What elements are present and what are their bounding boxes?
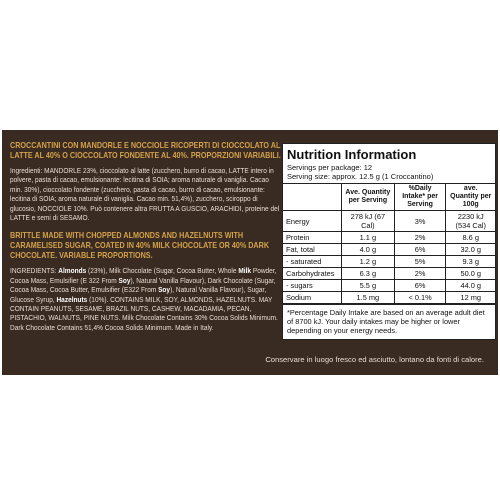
per-100g-value: 8.6 g bbox=[446, 232, 495, 244]
allergen-almonds: Almonds bbox=[58, 266, 87, 276]
nutrition-table bbox=[283, 183, 495, 303]
allergen-soy-2: Soy bbox=[158, 285, 171, 295]
italian-title: CROCCANTINI CON MANDORLE E NOCCIOLE RICOPERTI DI CIOCCOLATO AL LATTE AL 40% O CIOCCOLATO FONDENTE AL 40%. PROPORZIONI VARIABILI. bbox=[10, 140, 281, 160]
ingredients-text-5: (10%). CONTAINS MILK, SOY, ALMONDS, HAZELNUTS. MAY CONTAIN PEANUTS, SESAME, BRAZIL NUTS, CASHEW, MACADAMIA, PECAN, PISTACHIO, WALNUTS, PINE NUTS. Milk Chocolate Contains 30% Cocoa Solids Minimum. Dark Chocolate Contains 51,4% Cocoa Solids Minimum. Made in Italy. bbox=[10, 294, 278, 332]
per-serving-value: 1.5 mg bbox=[342, 292, 395, 304]
per-100g-value: 50.0 g bbox=[446, 268, 495, 280]
table-row bbox=[283, 256, 495, 268]
ingredients-text-1: (23%), Milk Chocolate (Sugar, Cocoa Butter, Whole bbox=[86, 266, 239, 276]
per-serving-value: 6.3 g bbox=[342, 268, 395, 280]
storage-instructions: Conservare in luogo fresco ed asciutto, lontano da fonti di calore. bbox=[265, 355, 484, 364]
nutrition-panel bbox=[282, 143, 496, 340]
allergen-milk: Milk bbox=[238, 266, 252, 276]
per-100g-value: 9.3 g bbox=[446, 256, 495, 268]
table-row bbox=[283, 292, 495, 304]
english-ingredients bbox=[10, 266, 282, 332]
table-row bbox=[283, 280, 495, 292]
nutrient-name: - sugars bbox=[283, 280, 342, 292]
table-row bbox=[283, 268, 495, 280]
ingredients-text-2: Powder, Cocoa Mass, Emulsifier (E 322 From bbox=[10, 266, 277, 285]
per-serving-value: 1.2 g bbox=[342, 256, 395, 268]
allergen-hazelnuts: Hazelnuts bbox=[56, 294, 88, 304]
daily-intake-value: 3% bbox=[394, 211, 446, 232]
nutrient-name: Sodium bbox=[283, 292, 342, 304]
serving-size: Serving size: approx. 12.5 g (1 Croccantino) bbox=[287, 172, 434, 181]
per-100g-value: 2230 kJ (534 Cal) bbox=[446, 211, 495, 232]
nutrition-title: Nutrition Information bbox=[287, 147, 417, 162]
col-daily-intake: %Daily Intake* per Serving bbox=[394, 184, 446, 211]
col-per-100g: ave. Quantity per 100g bbox=[446, 184, 495, 211]
per-100g-value: 12 mg bbox=[446, 292, 495, 304]
per-serving-value: 1.1 g bbox=[342, 232, 395, 244]
table-row bbox=[283, 211, 495, 232]
daily-intake-value: < 0.1% bbox=[394, 292, 446, 304]
table-row bbox=[283, 232, 495, 244]
daily-intake-footnote: *Percentage Daily Intake are based on an average adult diet of 8700 kJ. Your daily intakes may be higher or lower depending on your energy needs. bbox=[283, 303, 495, 339]
nutrient-name: Energy bbox=[283, 211, 342, 232]
nutrient-header bbox=[283, 184, 342, 211]
per-serving-value: 5.5 g bbox=[342, 280, 395, 292]
per-100g-value: 32.0 g bbox=[446, 244, 495, 256]
table-row bbox=[283, 244, 495, 256]
ingredients-label: INGREDIENTS: bbox=[10, 266, 57, 276]
nutrient-name: Carbohydrates bbox=[283, 268, 342, 280]
daily-intake-value: 6% bbox=[394, 280, 446, 292]
allergen-soy-1: Soy bbox=[118, 275, 131, 285]
per-serving-value: 278 kJ (67 Cal) bbox=[342, 211, 395, 232]
ingredients-text-3: ), Natural Vanilla Flavour), Dark Chocolate (Sugar, Cocoa Mass, Cocoa Butter, Emulsifier (E322 From bbox=[10, 275, 276, 295]
daily-intake-value: 2% bbox=[394, 268, 446, 280]
servings-per-package: Servings per package: 12 bbox=[287, 163, 373, 172]
nutrient-name: Protein bbox=[283, 232, 342, 244]
ingredients-column bbox=[10, 140, 282, 332]
per-100g-value: 44.0 g bbox=[446, 280, 495, 292]
italian-ingredients: Ingredienti: MANDORLE 23%, cioccolato al latte (zucchero, burro di cacao, LATTE intero in polvere, pasta di cacao, emulsionante: lecitina di SOIA; aroma naturale di vaniglia. Cacao min. 30%), cioccolato fondente (zucchero, pasta di cacao, burro di cacao, emulsionante: lecitina di SOIA; aroma naturale di vaniglia. Cacao min. 51,4%), zucchero, sciroppo di glucosio, NOCCIOLE 10%. Può contenere altra FRUTTA A GUSCIO, ARACHIDI, proteine del LATTE e semi di SESAMO. bbox=[10, 166, 280, 223]
nutrient-name: Fat, total bbox=[283, 244, 342, 256]
english-title: BRITTLE MADE WITH CHOPPED ALMONDS AND HAZELNUTS WITH CARAMELISED SUGAR, COATED IN 40% MILK CHOCOLATE OR 40% DARK CHOCOLATE. VARIABLE PROPORTIONS. bbox=[10, 230, 270, 261]
daily-intake-value: 5% bbox=[394, 256, 446, 268]
nutrient-name: - saturated bbox=[283, 256, 342, 268]
col-per-serving: Ave. Quantity per Serving bbox=[342, 184, 395, 211]
daily-intake-value: 6% bbox=[394, 244, 446, 256]
per-serving-value: 4.0 g bbox=[342, 244, 395, 256]
daily-intake-value: 2% bbox=[394, 232, 446, 244]
ingredients-text-4: ), Natural Vanilla Flavour), Sugar, Glucose Syrup, bbox=[10, 285, 267, 304]
